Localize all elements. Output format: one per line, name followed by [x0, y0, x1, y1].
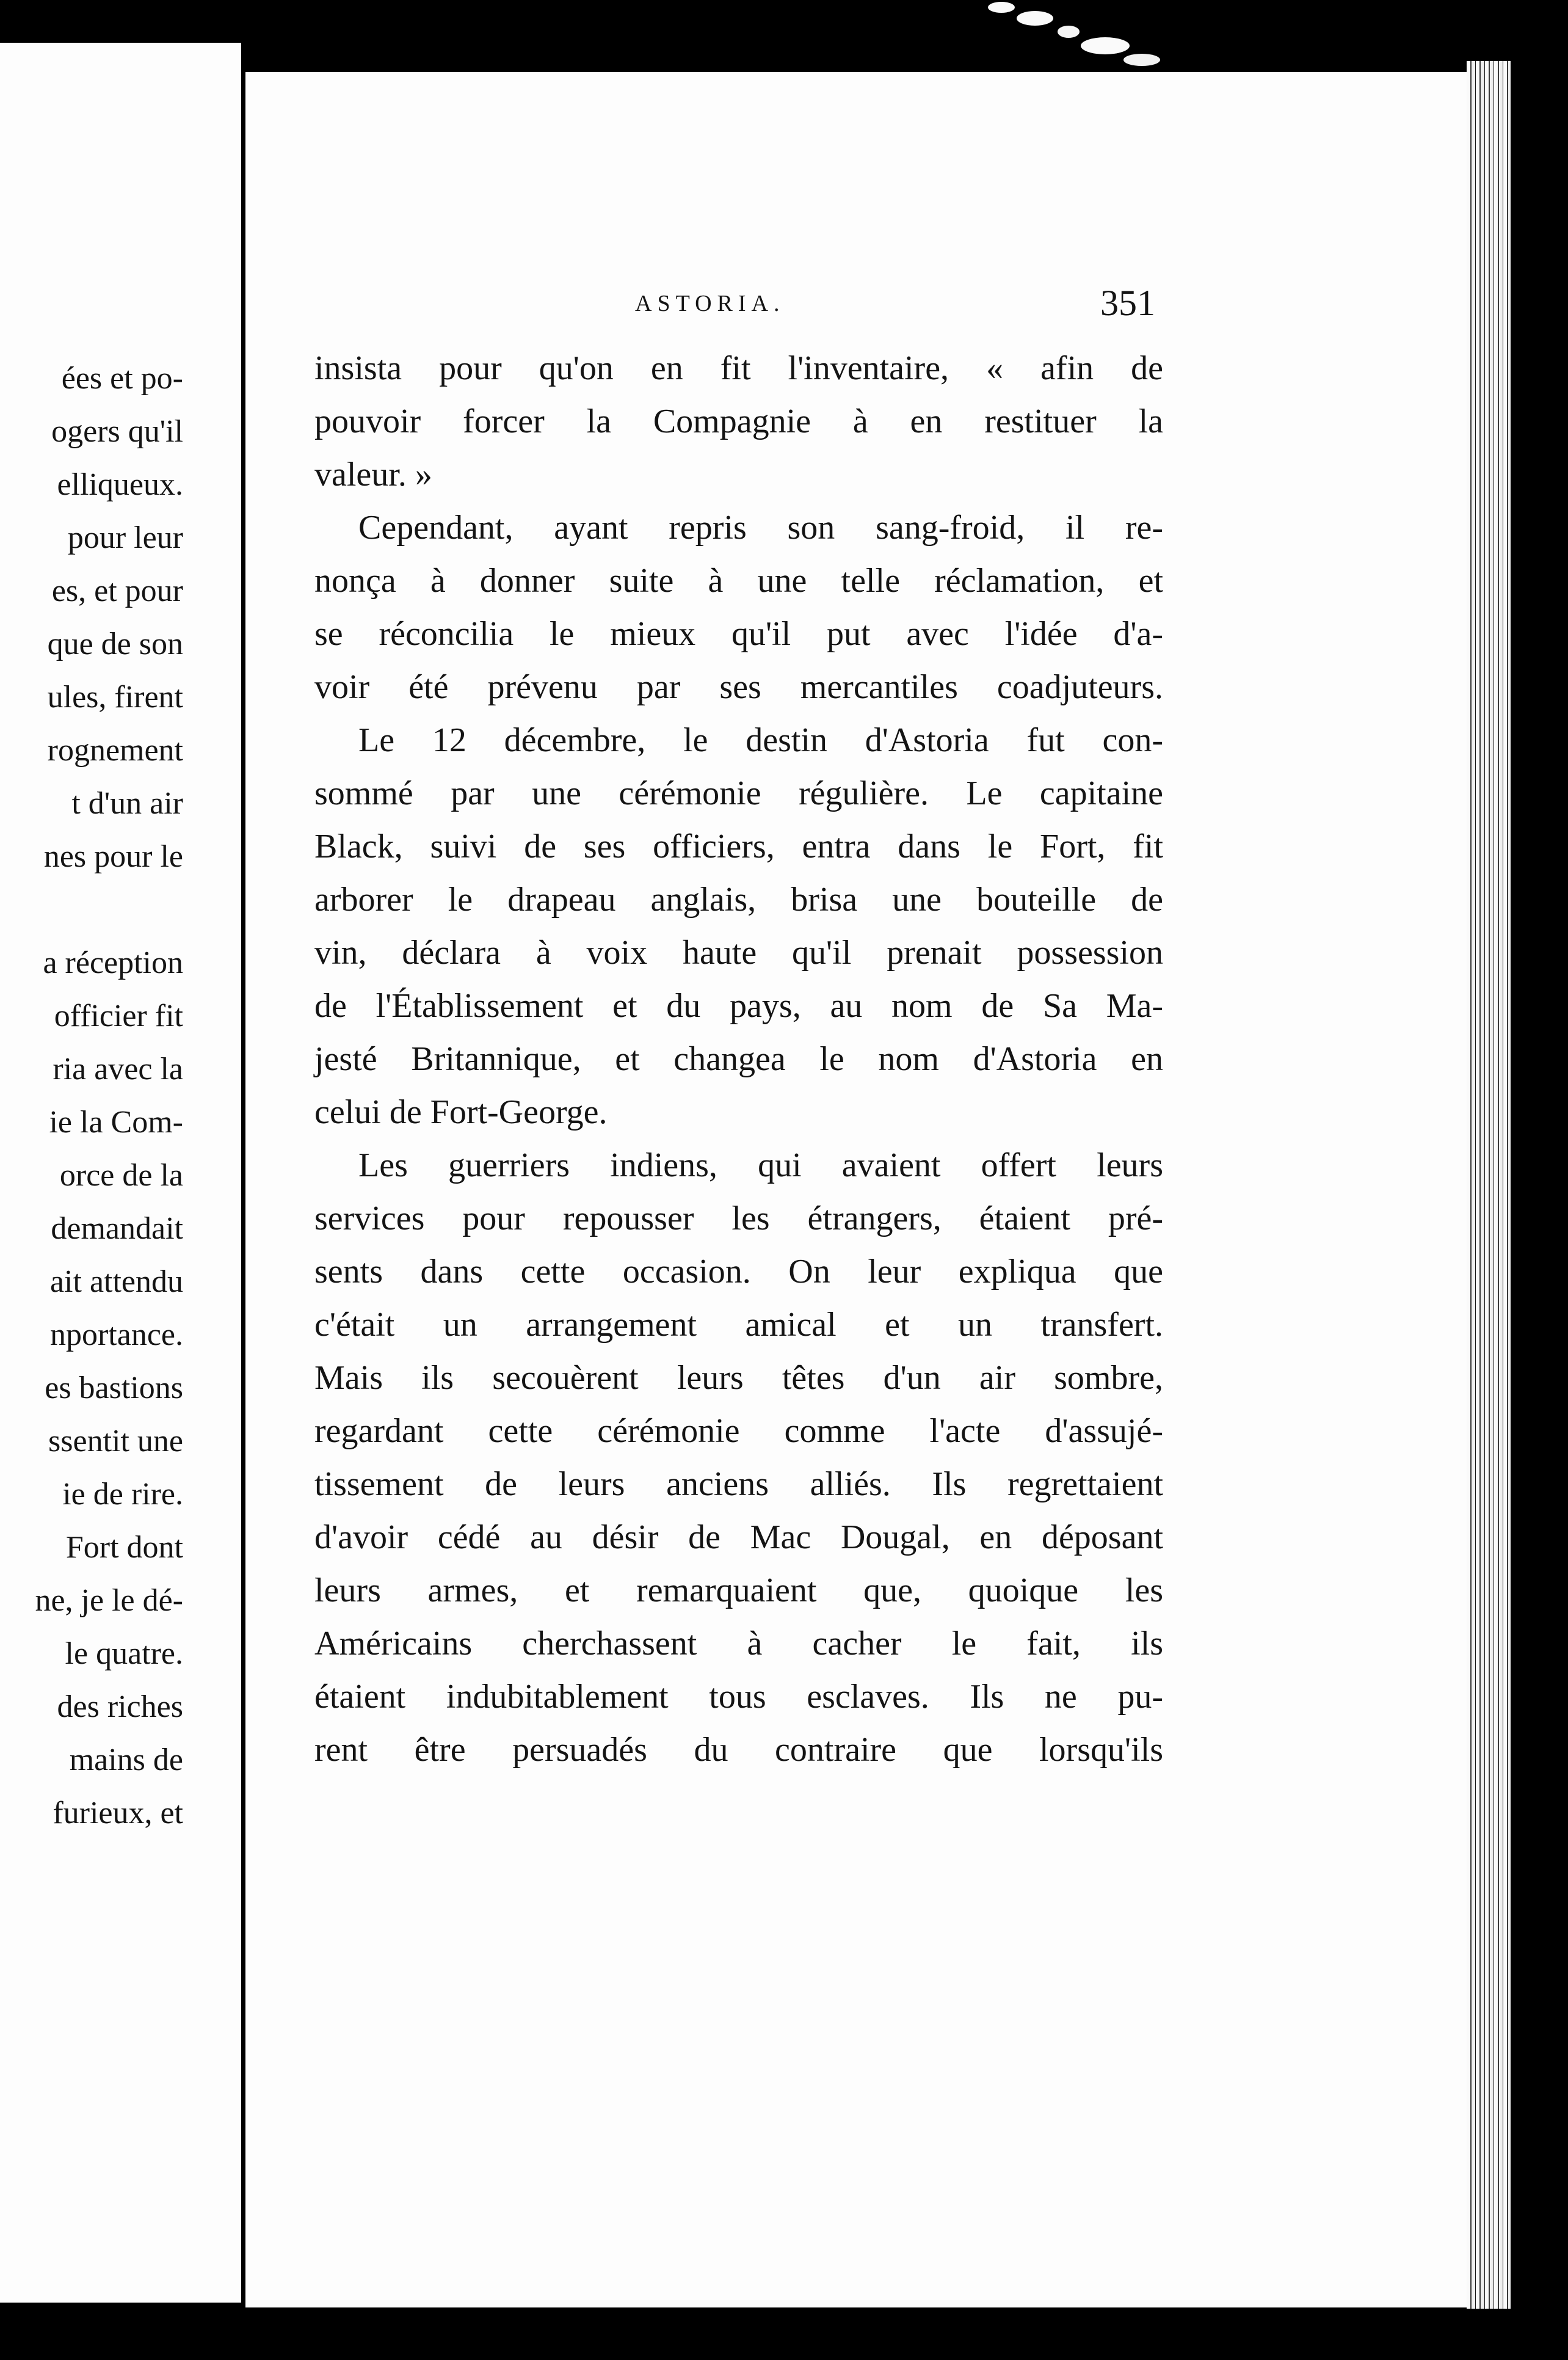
text-line: jesté Britannique, et changea le nom d'Astoria en: [314, 1040, 1163, 1078]
text-line: Mais ils secouèrent leurs têtes d'un air sombre,: [314, 1359, 1163, 1397]
left-text-line: ait attendu: [49, 1264, 183, 1299]
text-line: de l'Établissement et du pays, au nom de Sa Ma-: [314, 987, 1163, 1025]
left-text-line: ssentit une: [48, 1424, 183, 1459]
text-line: étaient indubitablement tous esclaves. Ils ne pu-: [314, 1678, 1163, 1716]
left-text-line: ie de rire.: [62, 1477, 183, 1512]
page-edge: [1467, 61, 1511, 2309]
text-line: celui de Fort-George.: [314, 1093, 608, 1131]
left-text-line: ées et po-: [61, 361, 183, 396]
text-line: leurs armes, et remarquaient que, quoique les: [314, 1572, 1163, 1609]
left-text-line: ria avec la: [53, 1052, 183, 1087]
left-text-line: rognement: [47, 733, 183, 768]
left-text-line: ules, firent: [47, 680, 183, 715]
text-line: se réconcilia le mieux qu'il put avec l'idée d'a-: [314, 615, 1163, 653]
scan-specks: [977, 0, 1252, 70]
text-line: tissement de leurs anciens alliés. Ils regrettaient: [314, 1465, 1163, 1503]
text-line: sommé par une cérémonie régulière. Le capitaine: [314, 774, 1163, 812]
left-text-line: ne, je le dé-: [35, 1583, 183, 1618]
text-line: Cependant, ayant repris son sang-froid, il re-: [358, 509, 1163, 547]
left-text-line: demandait: [51, 1211, 183, 1246]
text-line: voir été prévenu par ses mercantiles coadjuteurs.: [314, 668, 1163, 706]
left-text-line: pour leur: [67, 520, 183, 555]
left-text-line: furieux, et: [53, 1796, 183, 1830]
text-line: services pour repousser les étrangers, étaient pré-: [314, 1200, 1163, 1237]
text-line: insista pour qu'on en fit l'inventaire, « afin de: [314, 349, 1163, 387]
text-line: d'avoir cédé au désir de Mac Dougal, en déposant: [314, 1518, 1163, 1556]
text-line: pouvoir forcer la Compagnie à en restituer la: [314, 402, 1163, 440]
text-line: Américains cherchassent à cacher le fait, ils: [314, 1625, 1163, 1663]
left-text-line: que de son: [47, 627, 183, 661]
text-line: rent être persuadés du contraire que lorsqu'ils: [314, 1731, 1163, 1769]
text-line: sents dans cette occasion. On leur expliqua que: [314, 1253, 1163, 1291]
text-line: Les guerriers indiens, qui avaient offert leurs: [358, 1146, 1163, 1184]
left-text-line: ogers qu'il: [51, 414, 183, 449]
left-text-line: nportance.: [49, 1317, 183, 1352]
text-line: nonça à donner suite à une telle réclamation, et: [314, 562, 1163, 600]
text-line: valeur. »: [314, 456, 432, 493]
text-line: Le 12 décembre, le destin d'Astoria fut con-: [358, 721, 1163, 759]
text-line: regardant cette cérémonie comme l'acte d'assujé-: [314, 1412, 1163, 1450]
left-text-line: elliqueux.: [57, 467, 183, 502]
left-text-line: Fort dont: [65, 1530, 183, 1565]
text-line: c'était un arrangement amical et un transfert.: [314, 1306, 1163, 1344]
text-line: vin, déclara à voix haute qu'il prenait possession: [314, 934, 1163, 972]
left-text-line: ie la Com-: [49, 1105, 183, 1140]
left-text-line: a réception: [43, 945, 183, 980]
left-text-line: le quatre.: [65, 1636, 183, 1671]
left-text-line: es bastions: [45, 1371, 183, 1405]
left-text-line: t d'un air: [71, 786, 183, 821]
left-text-line: orce de la: [59, 1158, 183, 1193]
left-text-line: es, et pour: [51, 574, 183, 608]
page-number: 351: [1100, 283, 1155, 323]
left-text-line: officier fit: [54, 999, 183, 1033]
text-line: arborer le drapeau anglais, brisa une bouteille de: [314, 881, 1163, 919]
left-text-line: nes pour le: [43, 839, 183, 874]
running-header: ASTORIA.: [635, 291, 785, 316]
text-line: Black, suivi de ses officiers, entra dans le Fort, fit: [314, 828, 1163, 865]
left-text-line: des riches: [57, 1689, 183, 1724]
left-text-line: mains de: [69, 1743, 183, 1777]
left-page: [0, 43, 241, 2303]
